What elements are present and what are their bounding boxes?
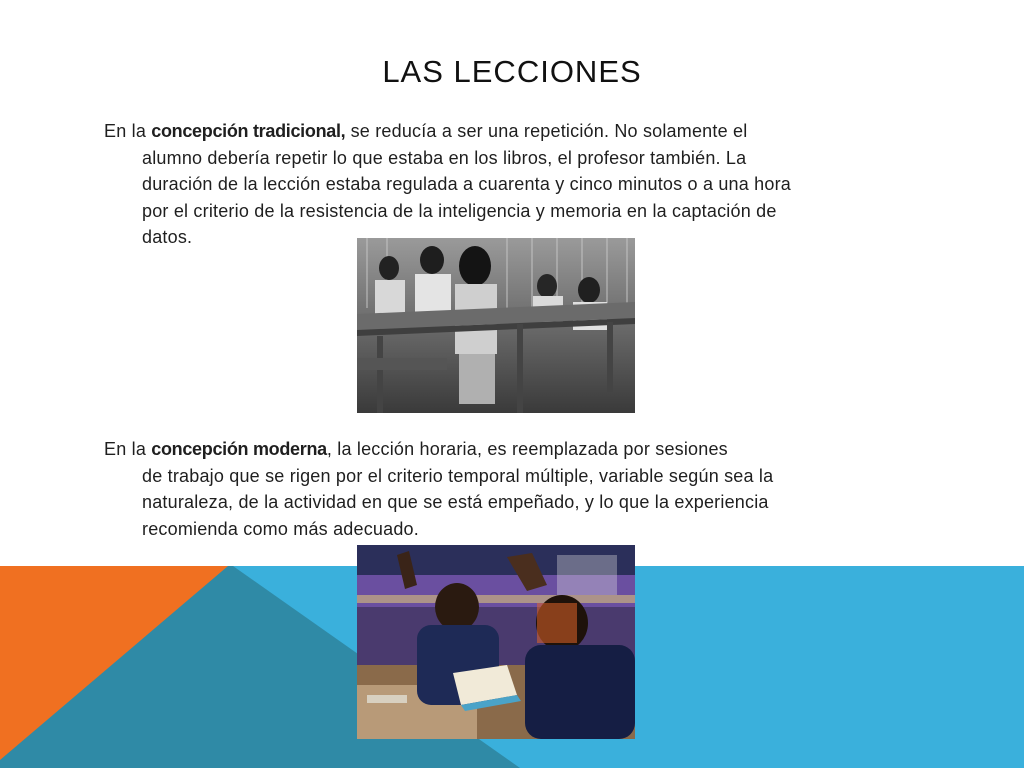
highlight-term: concepción tradicional, xyxy=(151,121,346,141)
paragraph-modern xyxy=(104,436,914,542)
paragraph-rest: , la lección horaria, es reemplazada por sesiones xyxy=(326,439,728,459)
paragraph-line: alumno debería repetir lo que estaba en los libros, el profesor también. La xyxy=(142,147,747,168)
paragraph-rest: se reducía a ser una repetición. No solamente el xyxy=(345,121,748,141)
classroom-photo-illustration xyxy=(357,238,635,413)
paragraph-first-line xyxy=(104,436,914,463)
paragraph-lead: En la xyxy=(104,439,152,459)
highlight-term: concepción moderna xyxy=(151,439,327,459)
paragraph-line: naturaleza, de la actividad en que se está empeñado, y lo que la experiencia xyxy=(142,492,769,512)
photo-traditional-classroom xyxy=(357,238,635,413)
paragraph-line: de trabajo que se rigen por el criterio temporal múltiple, variable según sea la xyxy=(142,465,774,486)
paragraph-first-line xyxy=(104,118,914,145)
paragraph-line: datos. xyxy=(142,227,193,247)
slide-title: LAS LECCIONES xyxy=(382,54,642,89)
paragraph-line: duración de la lección estaba regulada a cuarenta y cinco minutos o a una hora xyxy=(142,174,792,194)
paragraph-line: por el criterio de la resistencia de la inteligencia y memoria en la captación de xyxy=(142,200,777,221)
paragraph-line: recomienda como más adecuado. xyxy=(142,518,419,539)
photo-modern-classroom xyxy=(357,545,635,739)
classroom-photo-illustration xyxy=(357,545,635,739)
paragraph-traditional xyxy=(104,118,914,251)
paragraph-lead: En la xyxy=(104,121,152,141)
